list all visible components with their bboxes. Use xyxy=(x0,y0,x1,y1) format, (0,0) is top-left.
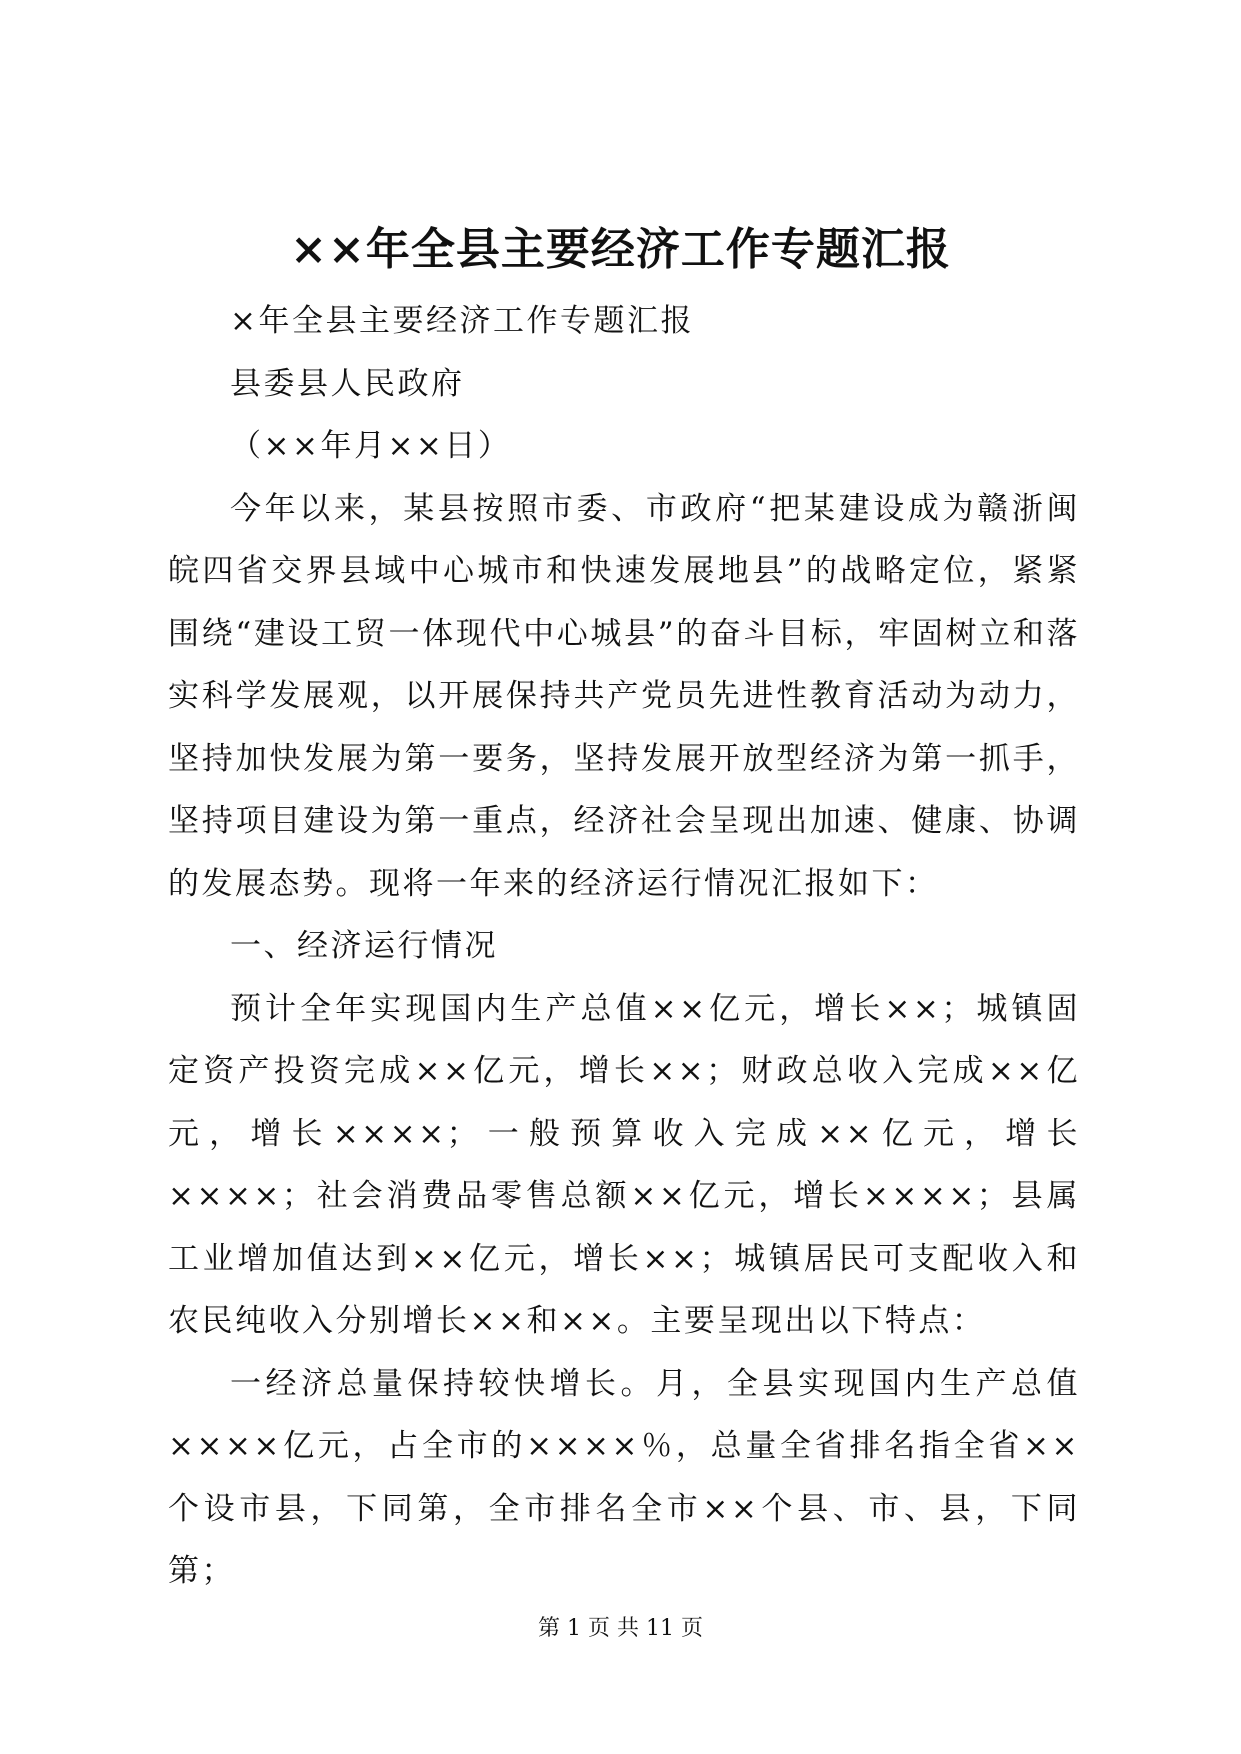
paragraph-date: （××年月××日） xyxy=(230,428,512,464)
paragraph-subtitle: ×年全县主要经济工作专题汇报 xyxy=(230,303,694,339)
document-title: ××年全县主要经济工作专题汇报 xyxy=(290,224,951,275)
paragraph-summary: 预计全年实现国内生产总值××亿元，增长××；城镇固定资产投资完成××亿元，增长××；财政总收入完成××亿元，增长××××；一般预算收入完成××亿元，增长××××；社会消费品零售总额××亿元，增长××××；县属工业增加值达到××亿元，增长××；城镇居民可支配收入和农民纯收入分别增长××和××。主要呈现出以下特点： xyxy=(168,990,1080,1339)
document-body xyxy=(168,290,1080,1603)
paragraph-author: 县委县人民政府 xyxy=(230,365,465,402)
paragraph-intro: 今年以来，某县按照市委、市政府“把某建设成为赣浙闽皖四省交界县域中心城市和快速发展地县”的战略定位，紧紧围绕“建设工贸一体现代中心城县”的奋斗目标，牢固树立和落实科学发展观，以开展保持共产党员先进性教育活动为动力，坚持加快发展为第一要务，坚持发展开放型经济为第一抓手，坚持项目建设为第一重点，经济社会呈现出加速、健康、协调的发展态势。现将一年来的经济运行情况汇报如下： xyxy=(168,490,1080,902)
section-heading: 一、经济运行情况 xyxy=(230,928,498,964)
paragraph-point-1: 一经济总量保持较快增长。月，全县实现国内生产总值××××亿元，占全市的××××％，总量全省排名指全省××个设市县，下同第，全市排名全市××个县、市、县，下同第； xyxy=(168,1365,1080,1589)
page-footer: 第 1 页 共 11 页 xyxy=(538,1616,703,1641)
